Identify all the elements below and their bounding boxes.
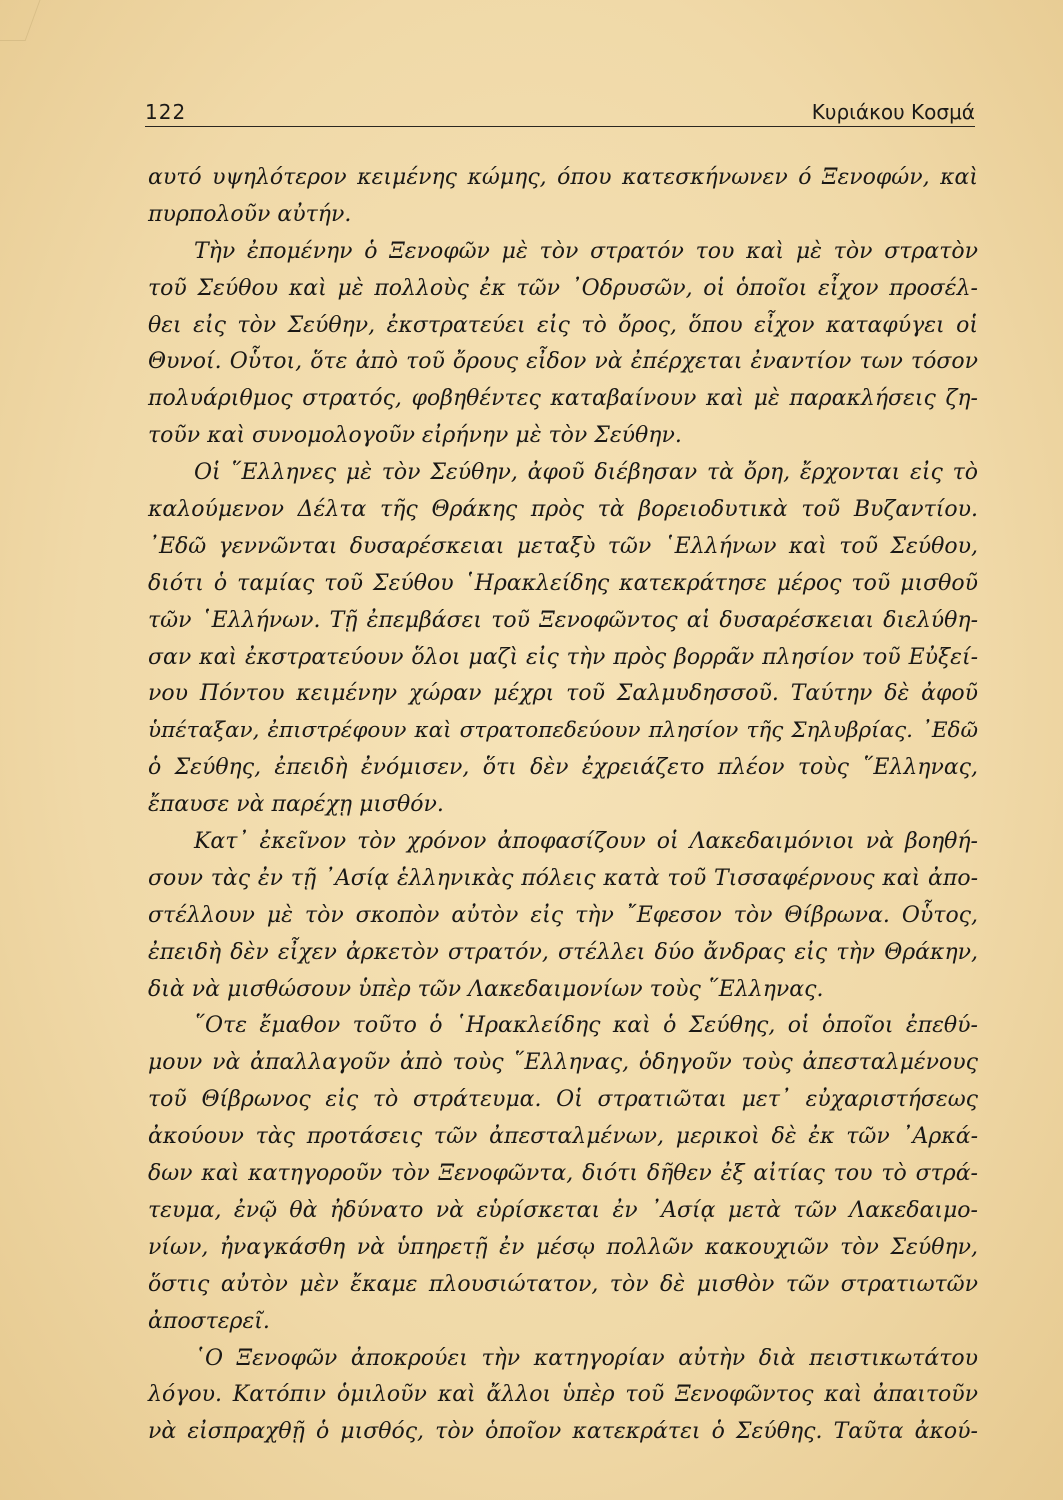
text-line: θει εἰς τὸν Σεύθην, ἐκστρατεύει εἰς τὸ ὄρος, ὅπου εἶχον καταφύγει οἱ	[148, 312, 978, 338]
text-line: ἀποστερεῖ.	[148, 1308, 270, 1334]
text-line: πολυάριθμος στρατός, φοβηθέντες καταβαίνουν καὶ μὲ παρακλήσεις ζη-	[148, 386, 978, 412]
text-line: τευμα, ἐνῷ θὰ ἠδύνατο νὰ εὑρίσκεται ἐν ᾿Ασίᾳ μετὰ τῶν Λακεδαιμο-	[148, 1197, 978, 1223]
text-line: ᾿Εδῶ γεννῶνται δυσαρέσκειαι μεταξὺ τῶν ῾Ελλήνων καὶ τοῦ Σεύθου,	[148, 533, 978, 559]
text-line: ῾Ο Ξενοφῶν ἀποκρούει τὴν κατηγορίαν αὐτὴν διὰ πειστικωτάτου	[194, 1345, 978, 1371]
body-text	[148, 160, 978, 1451]
text-line: τοῦ Σεύθου καὶ μὲ πολλοὺς ἐκ τῶν ᾿Οδρυσῶν, οἱ ὁποῖοι εἶχον προσέλ-	[148, 275, 978, 301]
text-line: νὰ εἰσπραχθῇ ὁ μισθός, τὸν ὁποῖον κατεκράτει ὁ Σεύθης. Ταῦτα ἀκού-	[148, 1419, 978, 1445]
text-line: Οἱ ῞Ελληνες μὲ τὸν Σεύθην, ἀφοῦ διέβησαν τὰ ὄρη, ἔρχονται εἰς τὸ	[194, 460, 978, 486]
text-line: ὅστις αὐτὸν μὲν ἔκαμε πλουσιώτατον, τὸν δὲ μισθὸν τῶν στρατιωτῶν	[148, 1271, 978, 1297]
text-line: σαν καὶ ἐκστρατεύουν ὅλοι μαζὶ εἰς τὴν πρὸς βορρᾶν πλησίον τοῦ Εὐξεί-	[148, 644, 978, 670]
text-line: διότι ὁ ταμίας τοῦ Σεύθου ῾Ηρακλείδης κατεκράτησε μέρος τοῦ μισθοῦ	[148, 570, 978, 596]
text-line: σουν τὰς ἐν τῇ ᾿Ασίᾳ ἑλληνικὰς πόλεις κατὰ τοῦ Τισσαφέρνους καὶ ἀπο-	[148, 865, 978, 891]
text-line: ὁ Σεύθης, ἐπειδὴ ἐνόμισεν, ὅτι δὲν ἐχρειάζετο πλέον τοὺς ῞Ελληνας,	[148, 755, 978, 781]
text-line: νίων, ἠναγκάσθη νὰ ὑπηρετῇ ἐν μέσῳ πολλῶν κακουχιῶν τὸν Σεύθην,	[148, 1234, 978, 1260]
text-line: ῞Οτε ἔμαθον τοῦτο ὁ ῾Ηρακλείδης καὶ ὁ Σεύθης, οἱ ὁποῖοι ἐπεθύ-	[194, 1013, 978, 1039]
text-line: πυρπολοῦν αὐτήν.	[148, 201, 352, 227]
page-corner-mark	[0, 0, 40, 41]
text-line: ἔπαυσε νὰ παρέχῃ μισθόν.	[148, 792, 444, 818]
text-line: στέλλουν μὲ τὸν σκοπὸν αὐτὸν εἰς τὴν ῎Εφεσον τὸν Θίβρωνα. Οὗτος,	[148, 902, 978, 928]
running-head: Κυριάκου Κοσμά	[811, 100, 975, 124]
text-line: δων καὶ κατηγοροῦν τὸν Ξενοφῶντα, διότι δῆθεν ἐξ αἰτίας του τὸ στρά-	[148, 1161, 978, 1187]
text-line: διὰ νὰ μισθώσουν ὑπὲρ τῶν Λακεδαιμονίων τοὺς ῞Ελληνας.	[148, 976, 824, 1002]
text-line: νου Πόντου κειμένην χώραν μέχρι τοῦ Σαλμυδησσοῦ. Ταύτην δὲ ἀφοῦ	[148, 681, 978, 707]
text-line: λόγου. Κατόπιν ὁμιλοῦν καὶ ἄλλοι ὑπὲρ τοῦ Ξενοφῶντος καὶ ἀπαιτοῦν	[148, 1382, 978, 1408]
page-number: 122	[145, 100, 187, 124]
text-line: ἀκούουν τὰς προτάσεις τῶν ἀπεσταλμένων, μερικοὶ δὲ ἐκ τῶν ᾿Αρκά-	[148, 1124, 978, 1150]
text-line: Κατ᾿ ἐκεῖνον τὸν χρόνον ἀποφασίζουν οἱ Λακεδαιμόνιοι νὰ βοηθή-	[194, 829, 978, 855]
text-line: Τὴν ἐπομένην ὁ Ξενοφῶν μὲ τὸν στρατόν του καὶ μὲ τὸν στρατὸν	[194, 238, 978, 264]
text-line: Θυνοί. Οὗτοι, ὅτε ἀπὸ τοῦ ὄρους εἶδον νὰ ἐπέρχεται ἐναντίον των τόσον	[148, 349, 978, 375]
text-line: μουν νὰ ἀπαλλαγοῦν ἀπὸ τοὺς ῞Ελληνας, ὁδηγοῦν τοὺς ἀπεσταλμένους	[148, 1050, 978, 1076]
text-line: τοῦν καὶ συνομολογοῦν εἰρήνην μὲ τὸν Σεύθην.	[148, 423, 682, 449]
text-line: τῶν ῾Ελλήνων. Τῇ ἐπεμβάσει τοῦ Ξενοφῶντος αἱ δυσαρέσκειαι διελύθη-	[148, 607, 978, 633]
text-line: τοῦ Θίβρωνος εἰς τὸ στράτευμα. Οἱ στρατιῶται μετ᾿ εὐχαριστήσεως	[148, 1087, 978, 1113]
text-line: ὑπέταξαν, ἐπιστρέφουν καὶ στρατοπεδεύουν πλησίον τῆς Σηλυβρίας. ᾿Εδῶ	[148, 718, 978, 744]
header-rule	[145, 126, 975, 127]
page-header	[145, 98, 975, 128]
text-line: καλούμενον Δέλτα τῆς Θράκης πρὸς τὰ βορειοδυτικὰ τοῦ Βυζαντίου.	[148, 497, 978, 523]
text-line: αυτό υψηλότερον κειμένης κώμης, όπου κατεσκήνωνεν ό Ξενοφών, καὶ	[148, 165, 978, 190]
text-line: ἐπειδὴ δὲν εἶχεν ἀρκετὸν στρατόν, στέλλει δύο ἄνδρας εἰς τὴν Θράκην,	[148, 939, 978, 965]
